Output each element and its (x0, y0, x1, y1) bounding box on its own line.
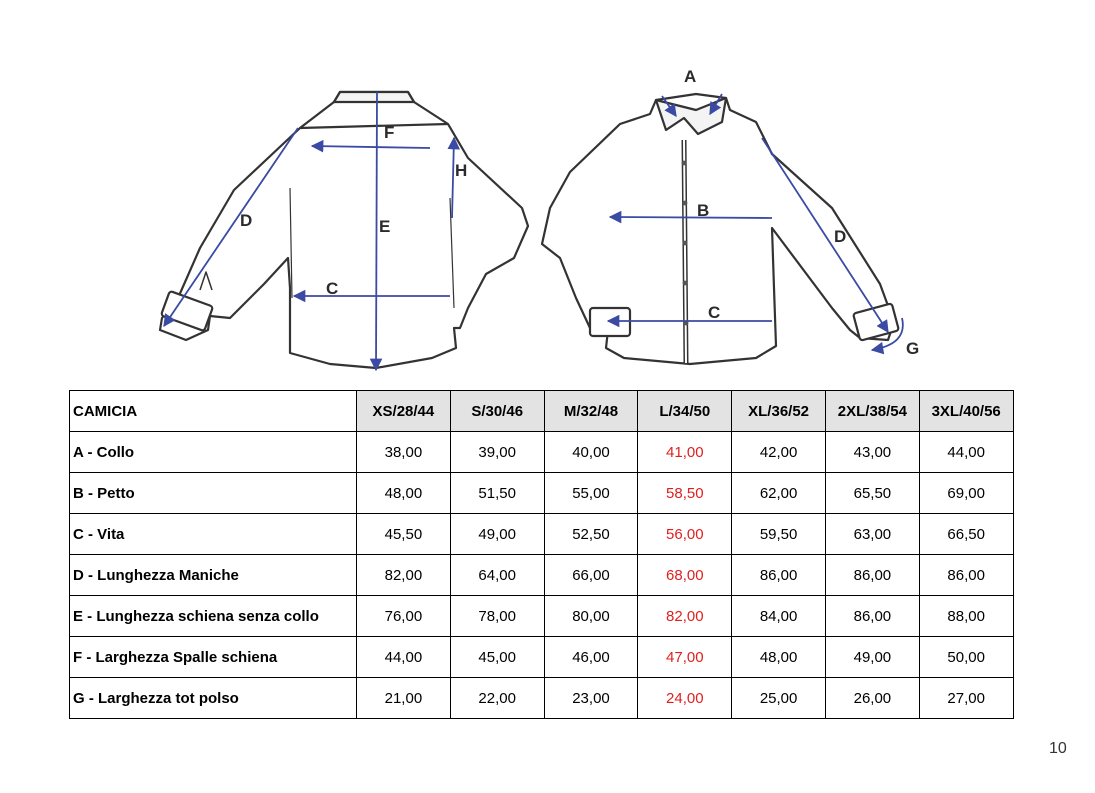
table-cell: 46,00 (544, 637, 638, 678)
table-cell-highlighted: 41,00 (638, 432, 732, 473)
size-header: 2XL/38/54 (825, 391, 919, 432)
shirt-measurement-diagram (150, 58, 940, 383)
size-chart-table (69, 390, 1014, 719)
table-cell-highlighted: 68,00 (638, 555, 732, 596)
table-cell: 62,00 (732, 473, 826, 514)
table-cell: 86,00 (919, 555, 1013, 596)
table-cell: 59,50 (732, 514, 826, 555)
table-cell: 48,00 (357, 473, 451, 514)
table-cell: 63,00 (825, 514, 919, 555)
row-label: E - Lunghezza schiena senza collo (70, 596, 357, 637)
table-cell: 82,00 (357, 555, 451, 596)
table-cell: 66,00 (544, 555, 638, 596)
size-header: M/32/48 (544, 391, 638, 432)
svg-text:G: G (906, 339, 920, 358)
page-number: 10 (1049, 740, 1067, 757)
svg-text:C: C (326, 279, 339, 298)
table-row (70, 678, 1014, 719)
table-cell: 86,00 (732, 555, 826, 596)
size-header: XL/36/52 (732, 391, 826, 432)
size-header: XS/28/44 (357, 391, 451, 432)
table-cell: 65,50 (825, 473, 919, 514)
table-cell: 42,00 (732, 432, 826, 473)
svg-text:B: B (697, 201, 710, 220)
table-row (70, 555, 1014, 596)
table-cell: 27,00 (919, 678, 1013, 719)
table-cell: 40,00 (544, 432, 638, 473)
table-cell: 86,00 (825, 596, 919, 637)
table-cell: 25,00 (732, 678, 826, 719)
row-label: B - Petto (70, 473, 357, 514)
svg-text:E: E (379, 217, 391, 236)
size-header: L/34/50 (638, 391, 732, 432)
table-cell: 84,00 (732, 596, 826, 637)
table-header-row (70, 391, 1014, 432)
table-cell: 86,00 (825, 555, 919, 596)
size-header: S/30/46 (450, 391, 544, 432)
table-cell: 45,50 (357, 514, 451, 555)
table-cell: 39,00 (450, 432, 544, 473)
table-cell: 80,00 (544, 596, 638, 637)
row-label: D - Lunghezza Maniche (70, 555, 357, 596)
table-cell-highlighted: 24,00 (638, 678, 732, 719)
table-cell: 26,00 (825, 678, 919, 719)
row-label: F - Larghezza Spalle schiena (70, 637, 357, 678)
table-cell: 49,00 (450, 514, 544, 555)
svg-text:C: C (708, 303, 721, 322)
table-row (70, 637, 1014, 678)
svg-text:D: D (834, 227, 847, 246)
table-cell: 43,00 (825, 432, 919, 473)
table-cell: 69,00 (919, 473, 1013, 514)
svg-text:H: H (455, 161, 468, 180)
table-cell-highlighted: 47,00 (638, 637, 732, 678)
table-cell: 21,00 (357, 678, 451, 719)
table-cell: 49,00 (825, 637, 919, 678)
table-row (70, 432, 1014, 473)
table-cell: 45,00 (450, 637, 544, 678)
table-cell: 78,00 (450, 596, 544, 637)
table-title: CAMICIA (70, 391, 357, 432)
table-cell: 64,00 (450, 555, 544, 596)
table-cell: 51,50 (450, 473, 544, 514)
table-cell-highlighted: 82,00 (638, 596, 732, 637)
table-cell: 88,00 (919, 596, 1013, 637)
row-label: A - Collo (70, 432, 357, 473)
table-cell: 23,00 (544, 678, 638, 719)
table-cell-highlighted: 58,50 (638, 473, 732, 514)
table-cell: 44,00 (919, 432, 1013, 473)
table-row (70, 596, 1014, 637)
row-label: C - Vita (70, 514, 357, 555)
svg-text:A: A (684, 67, 697, 86)
size-header: 3XL/40/56 (919, 391, 1013, 432)
table-cell: 66,50 (919, 514, 1013, 555)
table-cell: 48,00 (732, 637, 826, 678)
table-cell: 55,00 (544, 473, 638, 514)
table-cell: 76,00 (357, 596, 451, 637)
table-row (70, 514, 1014, 555)
table-row (70, 473, 1014, 514)
svg-text:D: D (240, 211, 253, 230)
table-cell: 22,00 (450, 678, 544, 719)
table-cell-highlighted: 56,00 (638, 514, 732, 555)
shirt-back-view (160, 92, 528, 368)
table-cell: 44,00 (357, 637, 451, 678)
table-cell: 38,00 (357, 432, 451, 473)
table-cell: 52,50 (544, 514, 638, 555)
table-cell: 50,00 (919, 637, 1013, 678)
row-label: G - Larghezza tot polso (70, 678, 357, 719)
svg-text:F: F (384, 123, 395, 142)
